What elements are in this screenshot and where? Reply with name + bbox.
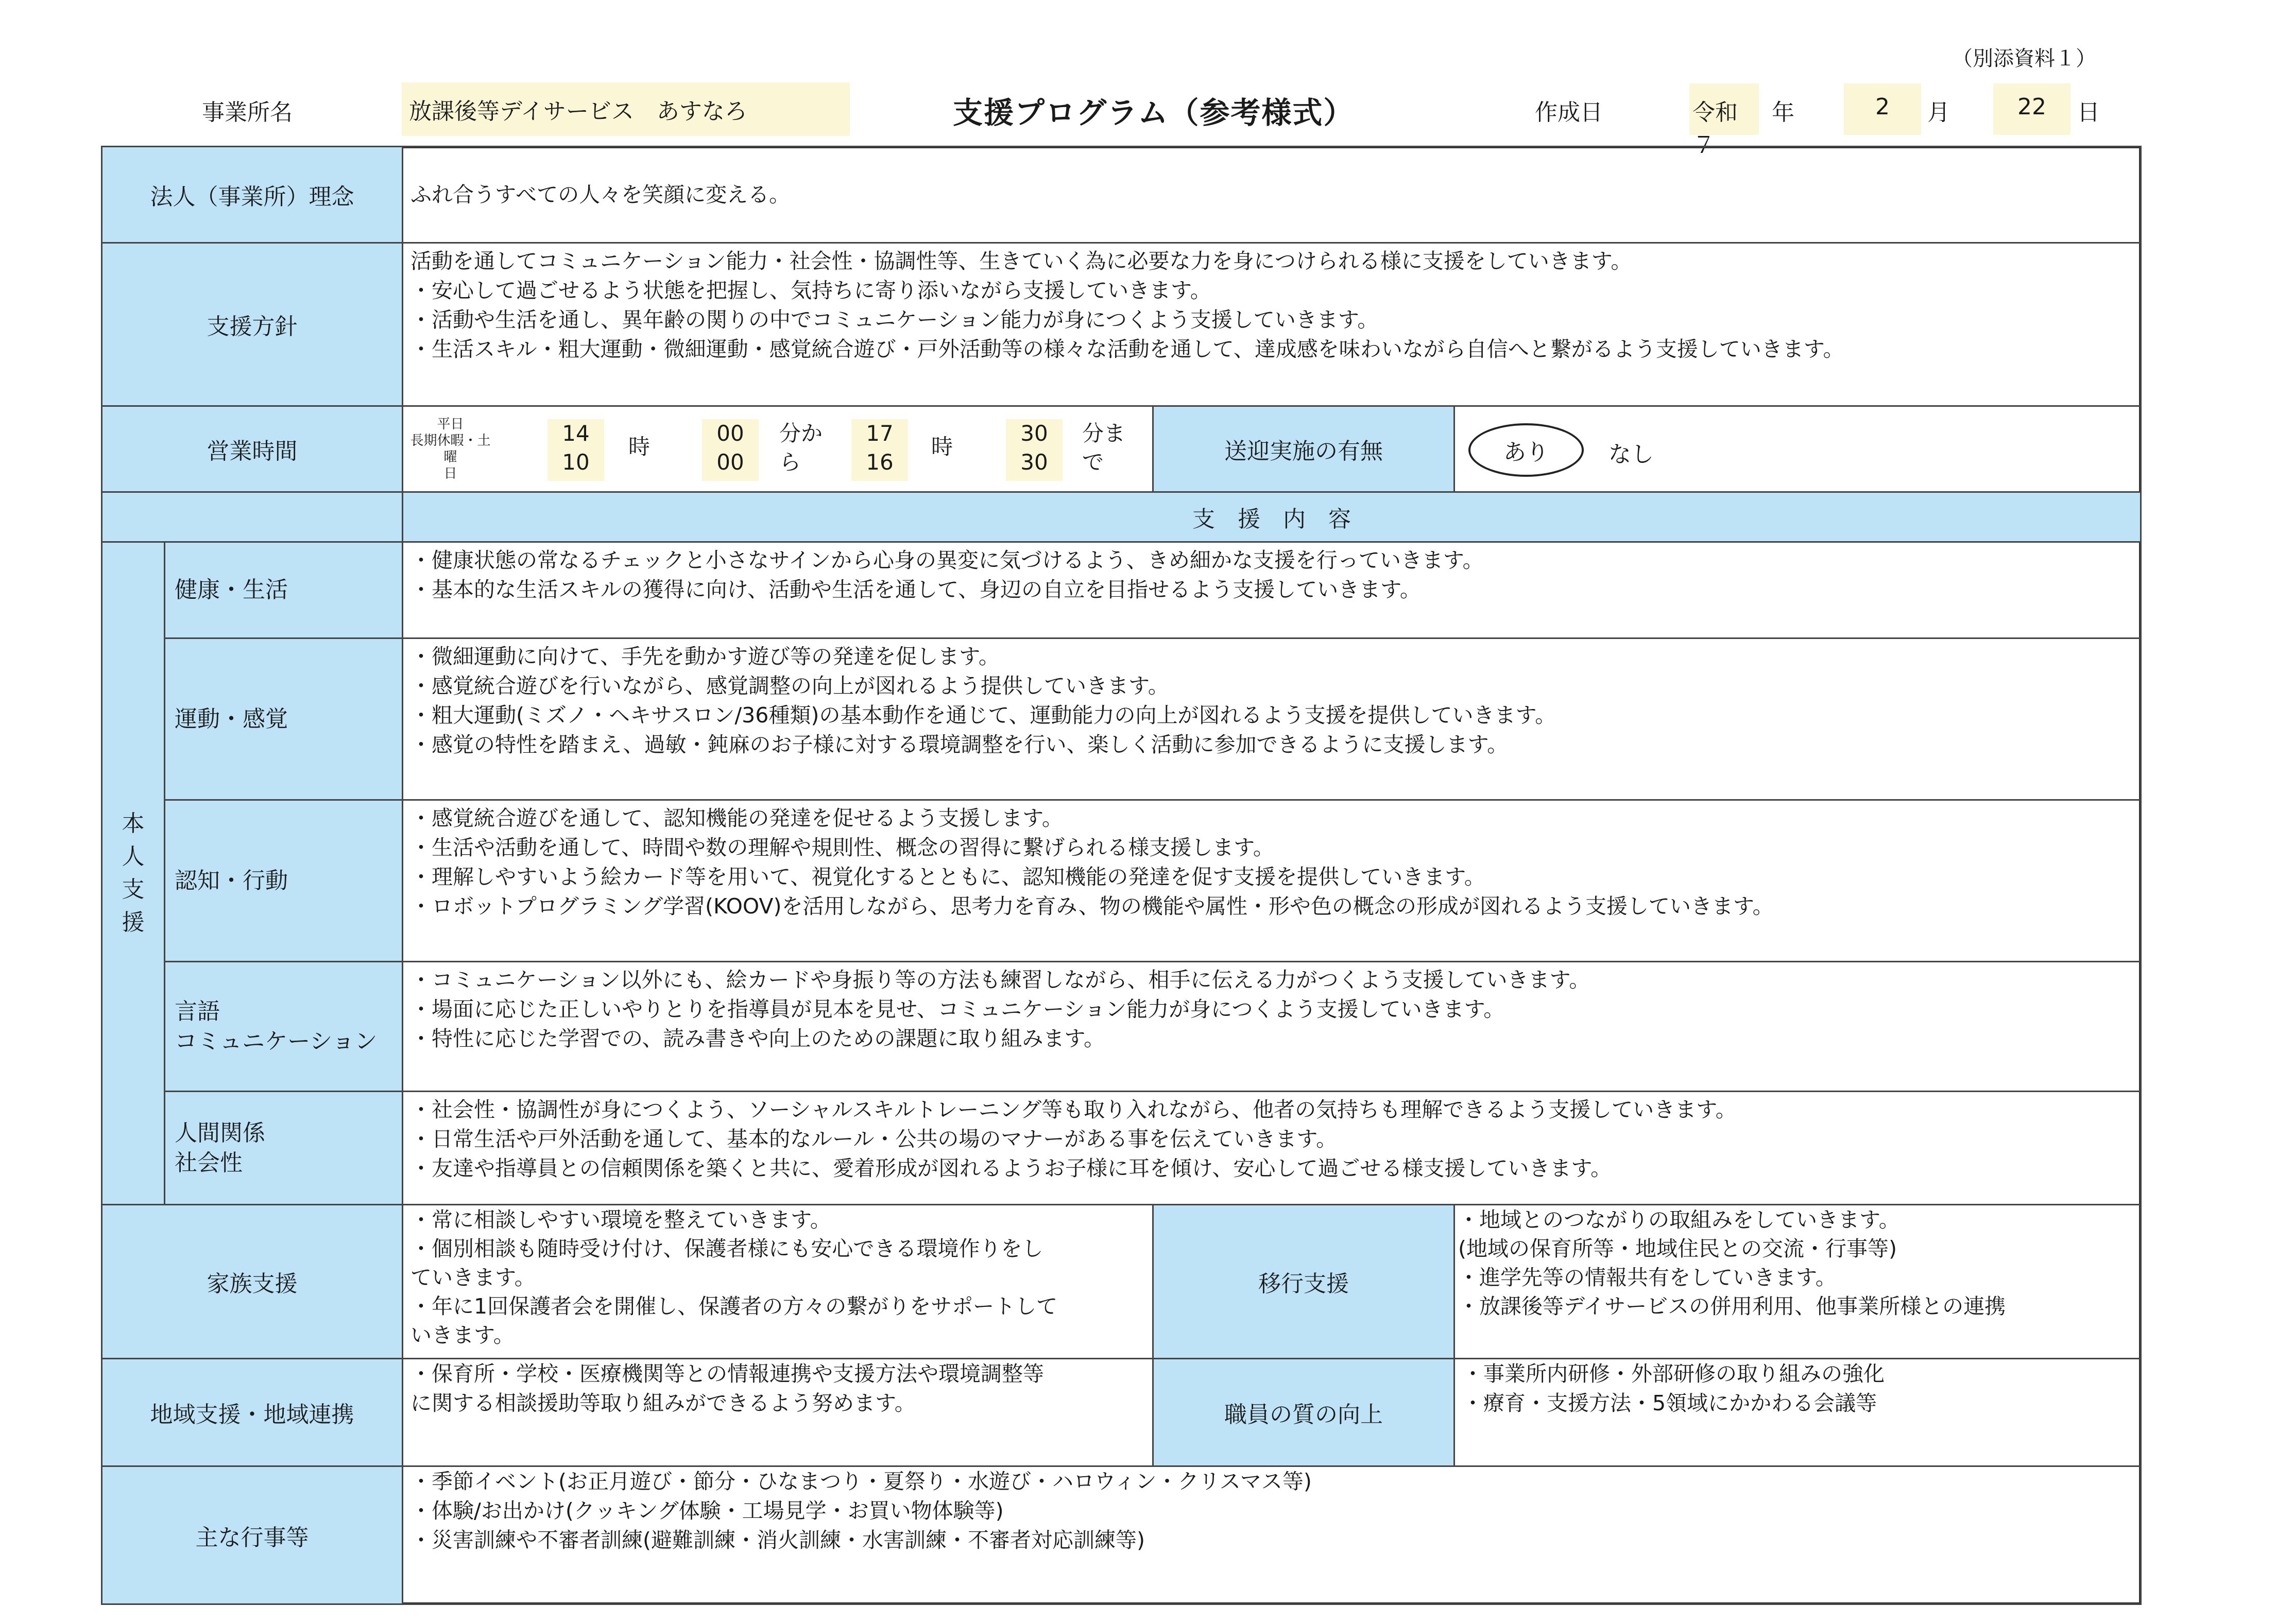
hour-unit-start: 時 [628,434,651,459]
personal-label-char: 支 [122,876,145,903]
language-line: ・場面に応じた正しいやりとりを指導員が見本を見せ、コミュニケーション能力が身につくよう支援していきます。 [410,997,1505,1022]
office-label: 事業所名 [202,99,293,126]
created-day: 22 [1993,83,2070,135]
health-label [164,541,403,639]
day-unit: 日 [2077,99,2100,126]
family-line: ・年に1回保護者会を開催し、保護者の方々の繋がりをサポートして [410,1294,1058,1319]
transport-cell [1453,405,2142,493]
until-text: 分ま [1082,421,1126,446]
end-minute-holiday: 30 [1020,450,1048,475]
day-type-holiday-2: 日 [443,466,457,481]
hours-label: 営業時間 [101,405,403,493]
motor-line: ・微細運動に向けて、手先を動かす遊び等の発達を促します。 [410,644,1000,669]
motor-text [402,637,2142,801]
community-text [402,1358,1154,1467]
cognition-label-text: 認知・行動 [175,867,288,894]
relations-label-text: 人間関係 [175,1119,265,1146]
created-label: 作成日 [1535,99,1603,126]
language-text [402,961,2142,1092]
end-minute-weekday: 30 [1020,421,1048,446]
events-line: ・体験/お出かけ(クッキング体験・工場見学・お買い物体験等) [410,1498,1004,1523]
until-text-2: で [1082,450,1104,475]
health-label-text: 健康・生活 [175,577,288,603]
motor-line: ・感覚の特性を踏まえ、過敏・鈍麻のお子様に対する環境調整を行い、楽しく活動に参加できるように支援します。 [410,732,1509,757]
transport-yes-selected: あり [1468,423,1584,477]
community-line: に関する相談援助等取り組みができるよう努めます。 [410,1391,916,1415]
content-header: 支 援 内 容 [402,491,2142,543]
family-line: いきます。 [410,1323,515,1347]
policy-line: ・生活スキル・粗大運動・微細運動・感覚統合遊び・戸外活動等の様々な活動を通して、達成感を味わいながら自信へと繋がるよう支援していきます。 [410,337,1844,361]
hour-unit-end: 時 [931,434,953,459]
hours-cell [402,405,1154,493]
policy-label: 支援方針 [101,242,403,407]
transition-line: (地域の保育所等・地域住民との交流・行事等) [1458,1236,1897,1261]
family-line: ・常に相談しやすい環境を整えていきます。 [410,1207,831,1232]
day-type-holiday: 長期休暇・土曜 [410,433,491,465]
relations-line: ・友達や指導員との信頼関係を築くと共に、愛着形成が図れるようお子様に耳を傾け、安心して過ごせる様支援していきます。 [410,1156,1612,1181]
philosophy-text: ふれ合うすべての人々を笑顔に変える。 [402,146,2142,244]
cognition-line: ・生活や活動を通して、時間や数の理解や規則性、概念の習得に繋げられる様支援します。 [410,835,1274,860]
language-label-text: 言語 [175,998,220,1025]
policy-line: 活動を通してコミュニケーション能力・社会性・協調性等、生きていく為に必要な力を身につけられる様に支援をしていきます。 [410,249,1632,273]
family-label: 家族支援 [101,1204,403,1359]
events-line: ・災害訓練や不審者訓練(避難訓練・消火訓練・水害訓練・不審者対応訓練等) [410,1528,1145,1552]
transition-line: ・進学先等の情報共有をしていきます。 [1458,1265,1837,1290]
transition-label: 移行支援 [1152,1204,1455,1359]
family-line: ていきます。 [410,1265,536,1290]
start-hour-holiday: 10 [562,450,590,475]
personal-label-char: 人 [122,843,145,870]
community-label: 地域支援・地域連携 [101,1358,403,1467]
start-hour-weekday: 14 [562,421,590,446]
motor-label [164,637,403,801]
cognition-label [164,799,403,962]
personal-label-char: 本 [122,810,145,837]
family-text [402,1204,1154,1359]
content-header-blank [101,491,403,543]
motor-line: ・粗大運動(ミズノ・ヘキサスロン/36種類)の基本動作を通じて、運動能力の向上が図れるよう支援を提供していきます。 [410,703,1556,728]
events-line: ・季節イベント(お正月遊び・節分・ひなまつり・夏祭り・水遊び・ハロウィン・クリスマス等) [410,1469,1312,1494]
transition-line: ・放課後等デイサービスの併用利用、他事業所様との連携 [1458,1294,2006,1319]
personal-support-label [101,541,165,1205]
language-label [164,961,403,1092]
personal-label-char: 援 [122,909,145,936]
cognition-text [402,799,2142,962]
start-minute-weekday: 00 [716,421,744,446]
end-hour-holiday: 16 [866,450,894,475]
staff-text [1453,1358,2142,1467]
staff-label: 職員の質の向上 [1152,1358,1455,1467]
relations-line: ・日常生活や戸外活動を通して、基本的なルール・公共の場のマナーがある事を伝えていきます。 [410,1127,1338,1151]
cognition-line: ・理解しやすいよう絵カード等を用いて、視覚化するとともに、認知機能の発達を促す支援を提供していきます。 [410,865,1485,889]
events-label: 主な行事等 [101,1465,403,1605]
start-minute-holiday: 00 [716,450,744,475]
community-line: ・保育所・学校・医療機関等との情報連携や支援方法や環境調整等 [410,1361,1044,1386]
staff-line: ・事業所内研修・外部研修の取り組みの強化 [1462,1361,1885,1386]
page-title: 支援プログラム（参考様式） [953,95,1355,130]
end-hour-weekday: 17 [866,421,894,446]
health-line: ・基本的な生活スキルの獲得に向け、活動や生活を通して、身辺の自立を目指せるよう支援していきます。 [410,577,1421,602]
cognition-line: ・感覚統合遊びを通して、認知機能の発達を促せるよう支援します。 [410,806,1063,831]
year-unit: 年 [1772,99,1794,126]
created-month: 2 [1844,83,1921,135]
transport-label: 送迎実施の有無 [1152,405,1455,493]
philosophy-label: 法人（事業所）理念 [101,146,403,244]
cognition-line: ・ロボットプログラミング学習(KOOV)を活用しながら、思考力を育み、物の機能や属性・形や色の概念の形成が図れるよう支援していきます。 [410,894,1774,919]
from-text-2: ら [779,450,801,475]
relations-text [402,1091,2142,1205]
language-line: ・コミュニケーション以外にも、絵カードや身振り等の方法も練習しながら、相手に伝える力がつくよう支援していきます。 [410,968,1590,992]
month-unit: 月 [1927,99,1950,126]
day-type-weekday: 平日 [437,417,464,432]
annotation: （別添資料１） [1952,47,2096,71]
policy-line: ・安心して過ごせるよう状態を把握し、気持ちに寄り添いながら支援していきます。 [410,278,1211,303]
staff-line: ・療育・支援方法・5領域にかかわる会議等 [1462,1391,1877,1415]
motor-line: ・感覚統合遊びを行いながら、感覚調整の向上が図れるよう提供していきます。 [410,673,1169,698]
transition-line: ・地域とのつながりの取組みをしていきます。 [1458,1207,1900,1232]
relations-line: ・社会性・協調性が身につくよう、ソーシャルスキルトレーニング等も取り入れながら、他者の気持ちも理解できるよう支援していきます。 [410,1097,1737,1122]
policy-line: ・活動や生活を通し、異年齢の関りの中でコミュニケーション能力が身につくよう支援していきます。 [410,307,1379,332]
relations-label-text-2: 社会性 [175,1149,243,1176]
motor-label-text: 運動・感覚 [175,705,288,732]
language-label-text-2: コミュニケーション [175,1028,378,1055]
language-line: ・特性に応じた学習での、読み書きや向上のための課題に取り組みます。 [410,1026,1105,1051]
policy-text [402,242,2142,407]
transition-text [1453,1204,2142,1359]
health-line: ・健康状態の常なるチェックと小さなサインから心身の異変に気づけるよう、きめ細かな支援を行っていきます。 [410,548,1484,573]
family-line: ・個別相談も随時受け付け、保護者様にも安心できる環境作りをし [410,1236,1043,1261]
transport-no: なし [1608,441,1654,468]
office-name: 放課後等デイサービス あすなろ [402,82,850,136]
created-era: 令和７ [1689,83,1759,135]
events-text [402,1465,2142,1605]
relations-label [164,1091,403,1205]
from-text: 分か [779,421,823,446]
health-text [402,541,2142,639]
